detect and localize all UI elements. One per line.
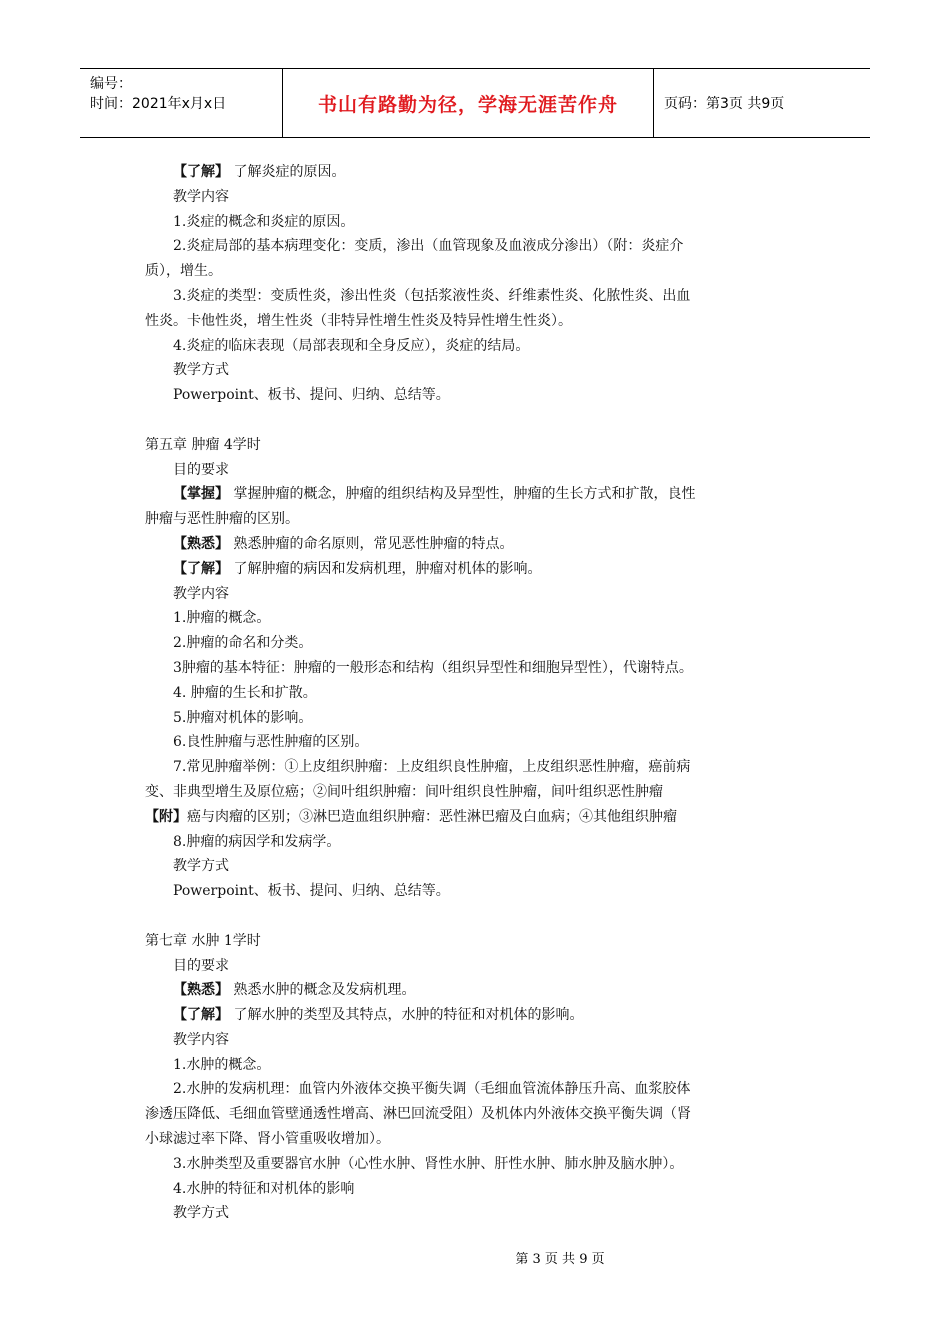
line-text: 掌握肿瘤的概念，肿瘤的组织结构及异型性，肿瘤的生长方式和扩散，良性 bbox=[229, 486, 696, 503]
line-text: 性炎。卡他性炎，增生性炎（非特异性增生性炎及特异性增生性炎）。 bbox=[145, 312, 572, 329]
line-text: 肿瘤与恶性肿瘤的区别。 bbox=[145, 511, 299, 528]
requirement-tag: 【熟悉】 bbox=[173, 535, 229, 552]
text-line bbox=[145, 681, 810, 706]
requirement-tag: 【熟悉】 bbox=[173, 982, 229, 999]
line-text: 教学方式 bbox=[173, 1205, 229, 1222]
page-footer bbox=[0, 1248, 950, 1267]
text-line bbox=[145, 1177, 810, 1202]
text-line bbox=[145, 160, 810, 185]
text-line bbox=[145, 507, 810, 532]
blank-line bbox=[145, 904, 810, 929]
text-line bbox=[145, 954, 810, 979]
line-text: Powerpoint、板书、提问、归纳、总结等。 bbox=[173, 387, 450, 404]
line-text: 3肿瘤的基本特征：肿瘤的一般形态和结构（组织异型性和细胞异型性），代谢特点。 bbox=[173, 659, 693, 676]
line-text: 4.水肿的特征和对机体的影响 bbox=[173, 1180, 355, 1197]
header-meta-cell bbox=[80, 69, 283, 137]
text-line bbox=[145, 1152, 810, 1177]
text-line bbox=[145, 755, 810, 780]
requirement-tag: 【掌握】 bbox=[173, 486, 229, 503]
line-text: 4. 肿瘤的生长和扩散。 bbox=[173, 684, 317, 701]
text-line bbox=[145, 185, 810, 210]
blank-line bbox=[145, 408, 810, 433]
text-line bbox=[145, 631, 810, 656]
text-line bbox=[145, 532, 810, 557]
line-text: 5.肿瘤对机体的影响。 bbox=[173, 709, 313, 726]
line-text: 7.常见肿瘤举例：①上皮组织肿瘤：上皮组织良性肿瘤，上皮组织恶性肿瘤，癌前病 bbox=[173, 759, 691, 776]
line-text: 2.炎症局部的基本病理变化：变质，渗出（血管现象及血液成分渗出）（附：炎症介 bbox=[173, 238, 684, 255]
line-text: 第七章 水肿 1学时 bbox=[145, 932, 261, 949]
text-line bbox=[145, 259, 810, 284]
text-line bbox=[145, 1003, 810, 1028]
line-text: 小球滤过率下降、肾小管重吸收增加）。 bbox=[145, 1131, 390, 1148]
text-line bbox=[145, 1077, 810, 1102]
line-text: 变、非典型增生及原位癌；②间叶组织肿瘤：间叶组织良性肿瘤，间叶组织恶性肿瘤 bbox=[145, 783, 663, 800]
requirement-tag: 【了解】 bbox=[173, 560, 229, 577]
text-line bbox=[145, 978, 810, 1003]
page-header bbox=[80, 68, 870, 138]
motto-text: 书山有路勤为径，学海无涯苦作舟 bbox=[317, 93, 618, 116]
line-text: 第五章 肿瘤 4学时 bbox=[145, 436, 261, 453]
line-text: 癌与肉瘤的区别；③淋巴造血组织肿瘤：恶性淋巴瘤及白血病；④其他组织肿瘤 bbox=[187, 808, 677, 825]
text-line bbox=[145, 606, 810, 631]
line-text: 熟悉水肿的概念及发病机理。 bbox=[229, 982, 416, 999]
text-line bbox=[145, 1102, 810, 1127]
text-line bbox=[145, 929, 810, 954]
text-line bbox=[145, 334, 810, 359]
text-line bbox=[145, 1127, 810, 1152]
text-line bbox=[145, 706, 810, 731]
time-label: 时间：2021年x月x日 bbox=[90, 96, 227, 112]
line-text: 教学内容 bbox=[173, 188, 229, 205]
text-line bbox=[145, 830, 810, 855]
page-number-label: 页码：第3页 共9页 bbox=[664, 96, 785, 112]
line-text: 1.肿瘤的概念。 bbox=[173, 610, 271, 627]
line-text: 了解水肿的类型及其特点，水肿的特征和对机体的影响。 bbox=[229, 1007, 584, 1024]
text-line bbox=[145, 383, 810, 408]
line-text: 1.炎症的概念和炎症的原因。 bbox=[173, 213, 355, 230]
document-body bbox=[145, 160, 810, 1226]
requirement-tag: 【了解】 bbox=[173, 164, 229, 180]
line-text: 教学方式 bbox=[173, 858, 229, 875]
requirement-tag: 【了解】 bbox=[173, 1007, 229, 1024]
text-line bbox=[145, 234, 810, 259]
text-line bbox=[145, 210, 810, 235]
text-line bbox=[145, 1053, 810, 1078]
line-text: 2.肿瘤的命名和分类。 bbox=[173, 635, 313, 652]
line-text: 教学方式 bbox=[173, 362, 229, 379]
line-text: 3.炎症的类型：变质性炎，渗出性炎（包括浆液性炎、纤维素性炎、化脓性炎、出血 bbox=[173, 287, 691, 304]
line-text: 质），增生。 bbox=[145, 263, 222, 280]
line-text: 熟悉肿瘤的命名原则，常见恶性肿瘤的特点。 bbox=[229, 535, 514, 552]
text-line bbox=[145, 458, 810, 483]
line-text: 4.炎症的临床表现（局部表现和全身反应），炎症的结局。 bbox=[173, 337, 530, 354]
number-label: 编号： bbox=[90, 76, 132, 92]
line-text: 8.肿瘤的病因学和发病学。 bbox=[173, 833, 341, 850]
text-line bbox=[145, 482, 810, 507]
line-text: 2.水肿的发病机理：血管内外液体交换平衡失调（毛细血管流体静压升高、血浆胶体 bbox=[173, 1081, 691, 1098]
line-text: 教学内容 bbox=[173, 1031, 229, 1048]
text-line bbox=[145, 582, 810, 607]
text-line bbox=[145, 1028, 810, 1053]
line-text: 目的要求 bbox=[173, 461, 229, 478]
line-text: 1.水肿的概念。 bbox=[173, 1056, 271, 1073]
text-line bbox=[145, 309, 810, 334]
line-text: 6.良性肿瘤与恶性肿瘤的区别。 bbox=[173, 734, 369, 751]
header-page-cell bbox=[654, 69, 870, 137]
requirement-tag: 【附】 bbox=[145, 808, 187, 825]
footer-page-number: 第 3 页 共 9 页 bbox=[515, 1252, 605, 1267]
line-text: Powerpoint、板书、提问、归纳、总结等。 bbox=[173, 883, 450, 900]
text-line bbox=[145, 730, 810, 755]
text-line bbox=[145, 805, 810, 830]
text-line bbox=[145, 358, 810, 383]
text-line bbox=[145, 557, 810, 582]
line-text: 了解肿瘤的病因和发病机理，肿瘤对机体的影响。 bbox=[229, 560, 542, 577]
text-line bbox=[145, 284, 810, 309]
header-motto-cell bbox=[283, 69, 654, 137]
text-line bbox=[145, 1201, 810, 1226]
line-text: 教学内容 bbox=[173, 585, 229, 602]
text-line bbox=[145, 433, 810, 458]
text-line bbox=[145, 656, 810, 681]
line-text: 了解炎症的原因。 bbox=[229, 164, 346, 180]
text-line bbox=[145, 879, 810, 904]
text-line bbox=[145, 854, 810, 879]
text-line bbox=[145, 780, 810, 805]
line-text: 渗透压降低、毛细血管壁通透性增高、淋巴回流受阻）及机体内外液体交换平衡失调（肾 bbox=[145, 1106, 691, 1123]
line-text: 3.水肿类型及重要器官水肿（心性水肿、肾性水肿、肝性水肿、肺水肿及脑水肿）。 bbox=[173, 1155, 684, 1172]
line-text: 目的要求 bbox=[173, 957, 229, 974]
